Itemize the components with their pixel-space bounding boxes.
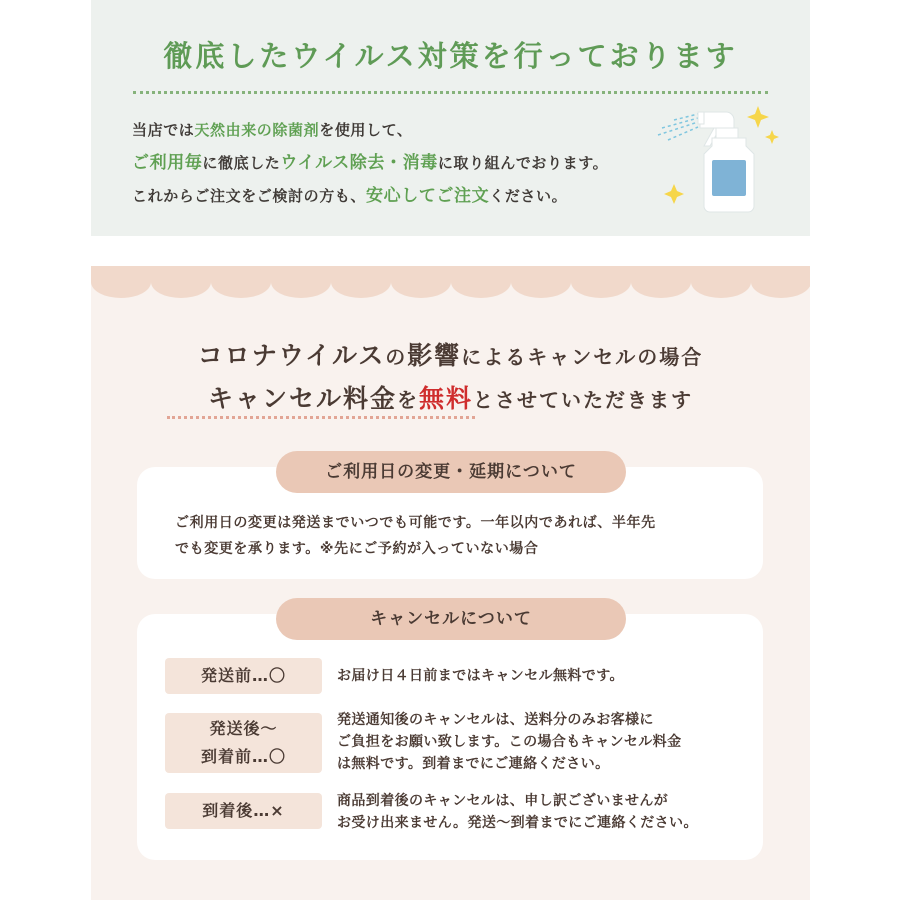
cancel-policy-title: キャンセルについて [276,598,626,640]
text-segment: 当店では [132,121,195,139]
text-segment: を使用して、 [319,121,413,139]
label-line: 到着後…× [202,801,285,820]
text-line: お届け日４日前まではキャンセル無料です。 [337,668,624,684]
text-segment: によるキャンセルの場合 [461,345,704,369]
virus-title: 徹底したウイルス対策を行っております [163,39,738,73]
policy-desc-after-shipping [337,709,681,775]
text-segment: とさせていただきます [473,388,694,412]
text-segment: 影響 [407,341,462,370]
virus-message [132,114,608,213]
text-highlight: ウイルス除去・消毒 [280,153,438,173]
dotted-divider [133,91,768,94]
text-highlight: ご利用毎 [132,153,203,173]
virus-countermeasure-section [91,0,810,236]
virus-message-line-3 [132,180,608,213]
scalloped-band [91,266,810,300]
text-highlight: 安心してご注文 [366,186,490,206]
text-line: ご利用日の変更は発送までいつでも可能です。一年以内であれば、半年先 [175,515,656,531]
cancel-headline-line-1 [91,336,810,372]
spray-bottle-icon [654,102,782,214]
text-line: ご負担をお願い致します。この場合もキャンセル料金 [337,734,682,750]
label-line: 到着前…〇 [200,747,286,766]
text-segment: に徹底した [202,154,281,172]
text-segment: ください。 [489,187,568,205]
policy-desc-after-arrival [337,790,698,834]
policy-desc-before-shipping [337,665,624,687]
text-highlight: 天然由来の除菌剤 [194,121,320,139]
free-highlight: 無料 [419,384,474,413]
text-segment: の [385,345,408,369]
dotted-underline [167,416,475,419]
cancel-headline-line-2 [91,379,810,415]
virus-message-line-2 [132,147,608,180]
change-policy-title: ご利用日の変更・延期について [276,451,626,493]
cancellation-section [91,266,810,900]
policy-label-after-arrival [165,793,322,829]
text-line: 商品到着後のキャンセルは、申し訳ございませんが [337,793,669,809]
text-segment: コロナウイルス [197,341,386,370]
label-line: 発送後～ [209,719,278,738]
text-segment: を [397,388,419,412]
text-line: は無料です。到着までにご連絡ください。 [337,756,610,772]
policy-label-after-shipping [165,713,322,773]
text-segment: キャンセル料金 [207,384,397,413]
text-segment: これからご注文をご検討の方も、 [132,187,367,205]
change-policy-text [175,510,656,562]
text-line: 発送通知後のキャンセルは、送料分のみお客様に [337,712,654,728]
label-line: 発送前…〇 [200,666,286,685]
text-line: お受け出来ません。発送～到着までにご連絡ください。 [337,815,698,831]
text-line: でも変更を承ります。※先にご予約が入っていない場合 [175,541,539,557]
virus-message-line-1 [132,114,608,147]
text-segment: に取り組んでおります。 [437,154,609,172]
policy-label-before-shipping [165,658,322,694]
